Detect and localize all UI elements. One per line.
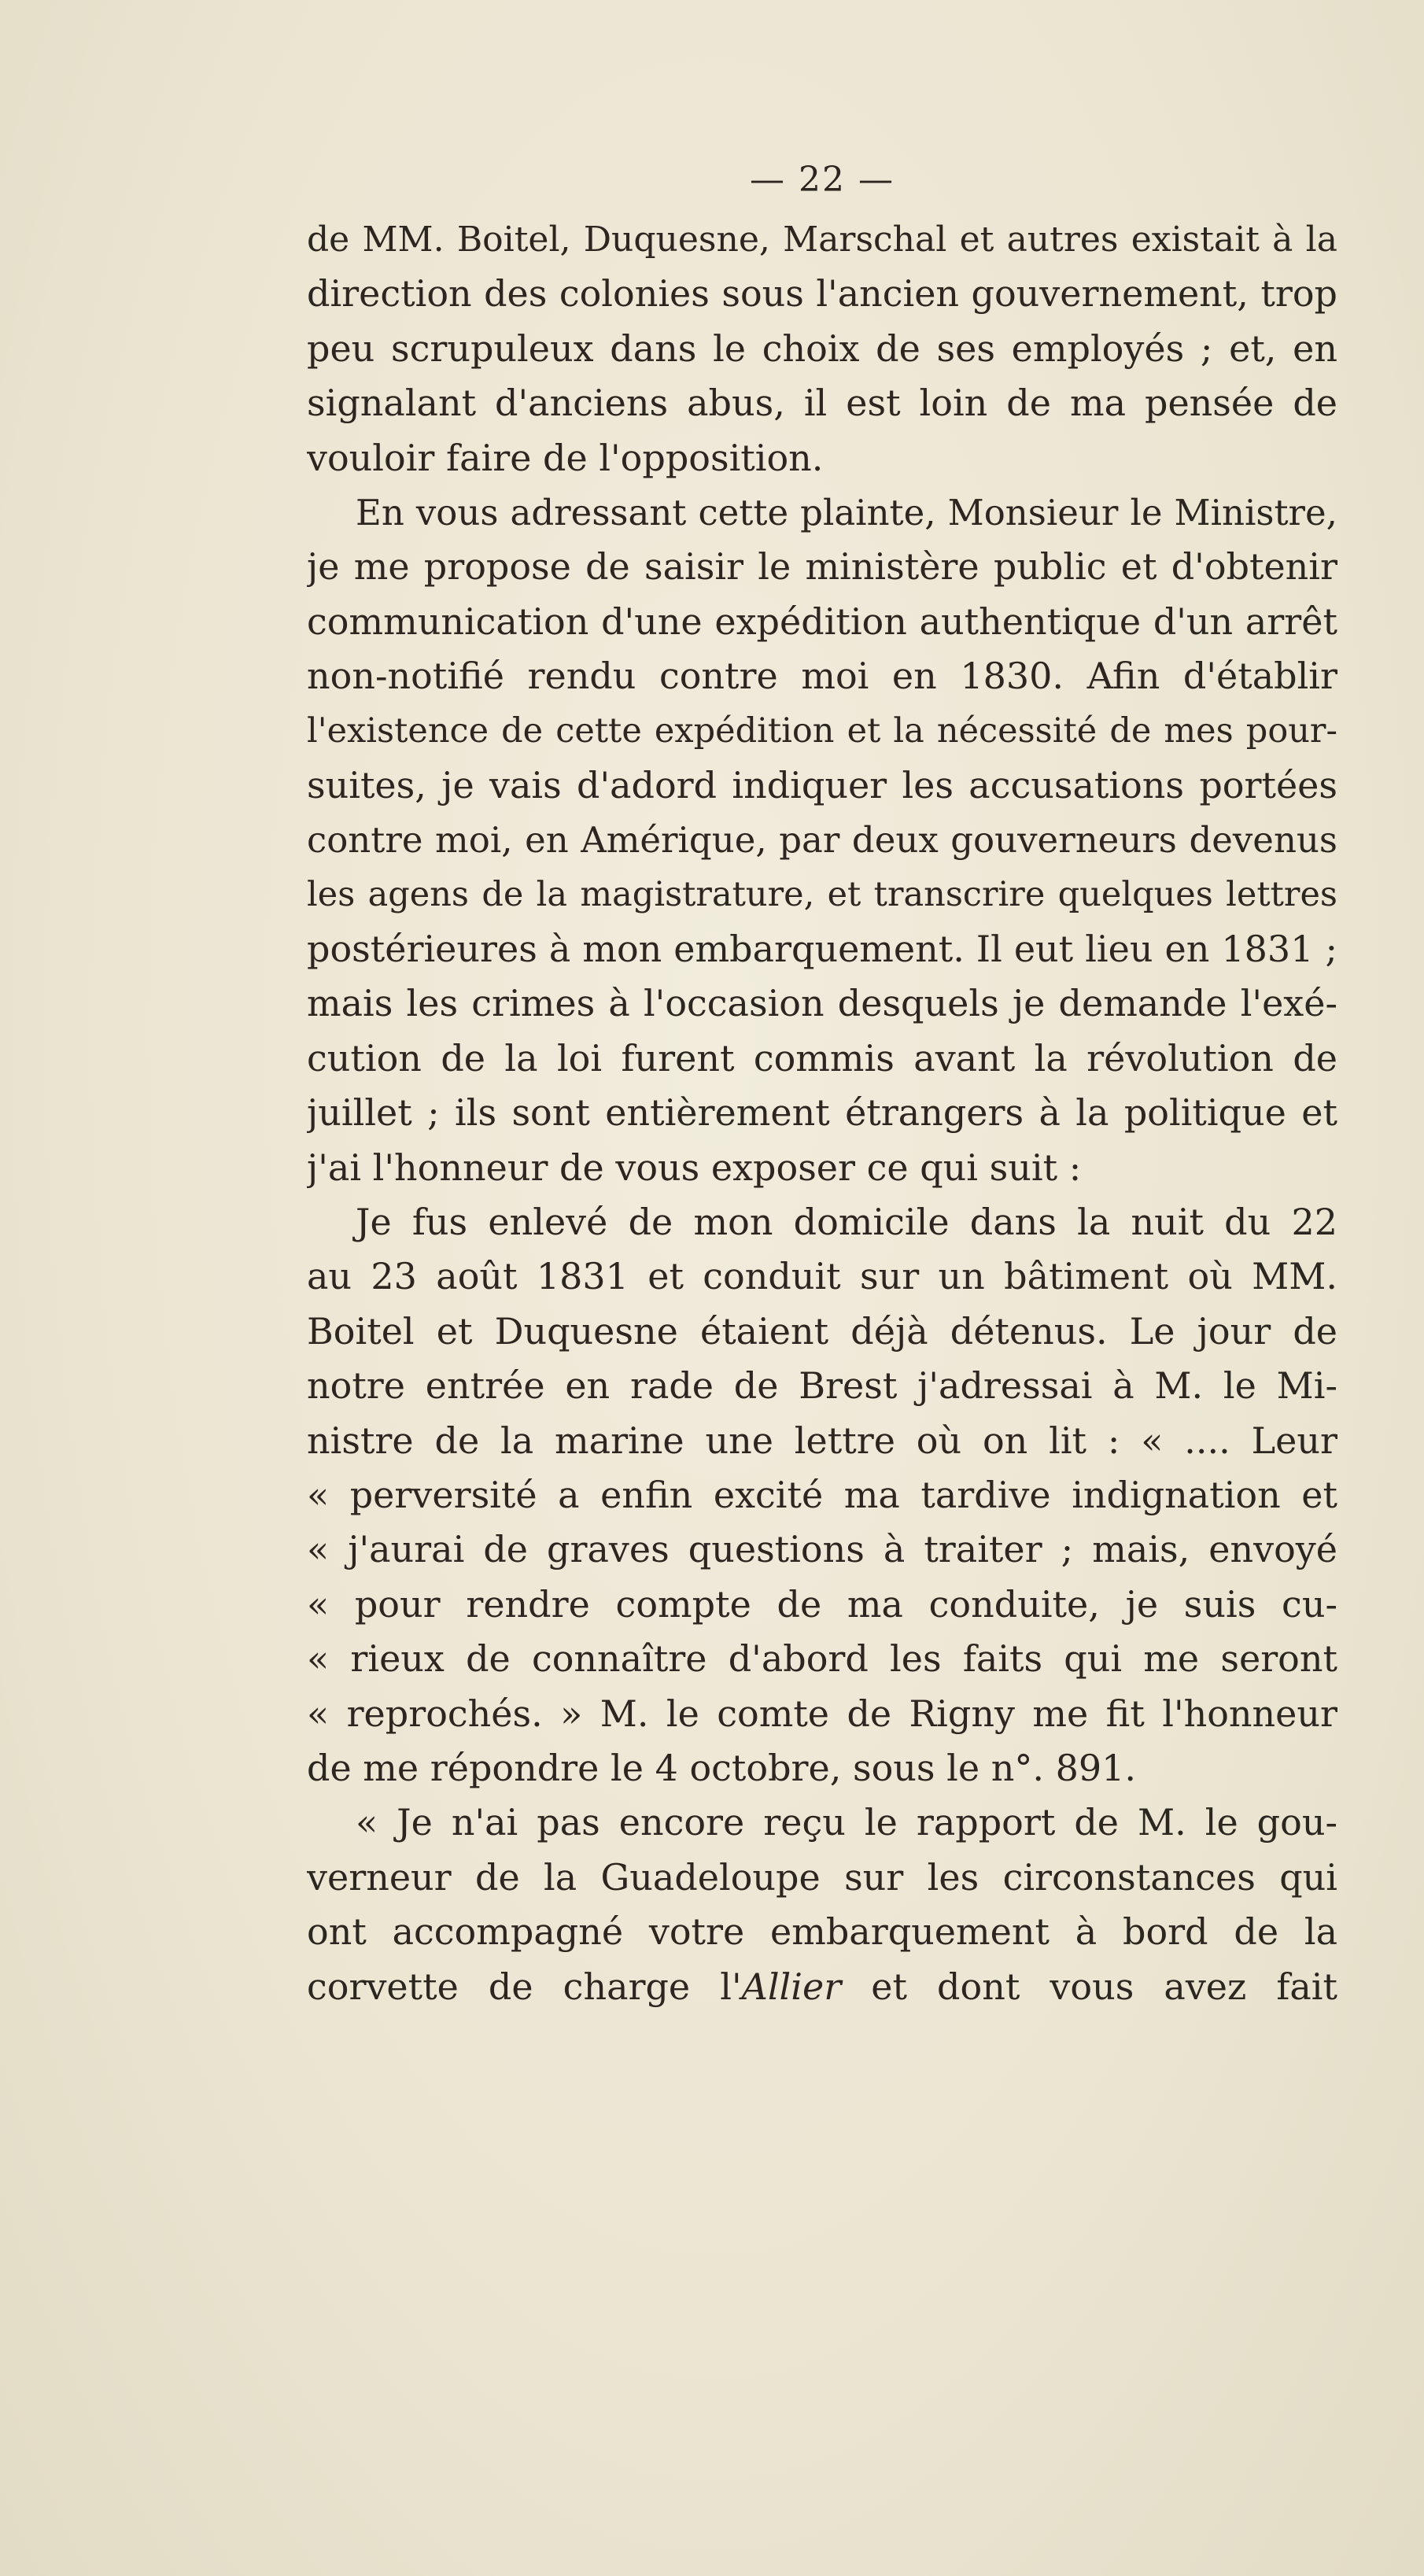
text-line: direction des colonies sous l'ancien gouvernement, trop xyxy=(307,272,1337,316)
text-line: de me répondre le 4 octobre, sous le n°. 891. xyxy=(307,1746,1137,1789)
text-line: vouloir faire de l'opposition. xyxy=(307,436,824,479)
text-line: « pour rendre compte de ma conduite, je suis cu- xyxy=(307,1582,1337,1626)
text-line: non-notifié rendu contre moi en 1830. Afin d'établir xyxy=(307,655,1337,698)
text-line: au 23 août 1831 et conduit sur un bâtiment où MM. xyxy=(307,1255,1337,1298)
text-line: postérieures à mon embarquement. Il eut lieu en 1831 ; xyxy=(307,928,1337,971)
text-line: j'ai l'honneur de vous exposer ce qui suit : xyxy=(307,1146,1082,1189)
text-line: peu scrupuleux dans le choix de ses employés ; et, en xyxy=(307,327,1337,370)
text-line: « j'aurai de graves questions à traiter ; mais, envoyé xyxy=(307,1528,1337,1571)
text-line: verneur de la Guadeloupe sur les circonstances qui xyxy=(307,1855,1337,1899)
text-line: de MM. Boitel, Duquesne, Marschal et autres existait à la xyxy=(307,220,1337,260)
text-line: ont accompagné votre embarquement à bord de la xyxy=(307,1910,1337,1954)
text-line: En vous adressant cette plainte, Monsieur le Ministre, xyxy=(356,491,1337,533)
text-line: Boitel et Duquesne étaient déjà détenus. Le jour de xyxy=(307,1309,1337,1353)
text-line: notre entrée en rade de Brest j'adressai à M. le Mi- xyxy=(307,1364,1337,1408)
body-text xyxy=(307,212,1337,2014)
text-block xyxy=(307,148,1337,2014)
text-line: suites, je vais d'adord indiquer les accusations portées xyxy=(307,763,1337,806)
text-line: mais les crimes à l'occasion desquels je demande l'exé- xyxy=(307,982,1337,1025)
text-line: « reprochés. » M. le comte de Rigny me fit l'honneur xyxy=(307,1692,1337,1735)
text-line: les agens de la magistrature, et transcrire quelques lettres xyxy=(307,874,1337,914)
text-line: « perversité a enfin excité ma tardive indignation et xyxy=(307,1473,1337,1516)
text-line: communication d'une expédition authentique d'un arrêt xyxy=(307,600,1337,643)
text-line: cution de la loi furent commis avant la révolution de xyxy=(307,1036,1337,1079)
text-line: contre moi, en Amérique, par deux gouverneurs devenus xyxy=(307,819,1337,862)
text-line: Je fus enlevé de mon domicile dans la nuit du 22 xyxy=(356,1201,1337,1244)
text-line: je me propose de saisir le ministère public et d'obtenir xyxy=(307,545,1337,589)
page-number: — 22 — xyxy=(750,160,895,200)
text-line: « Je n'ai pas encore reçu le rapport de M. le gou- xyxy=(356,1801,1337,1844)
text-line: corvette de charge l'Allier et dont vous avez fait xyxy=(307,1965,1337,2008)
text-line: juillet ; ils sont entièrement étrangers à la politique et xyxy=(307,1091,1337,1135)
text-line: nistre de la marine une lettre où on lit : « .... Leur xyxy=(307,1419,1337,1462)
text-line: l'existence de cette expédition et la nécessité de mes pour- xyxy=(307,710,1337,751)
text-line: « rieux de connaître d'abord les faits qui me seront xyxy=(307,1637,1337,1681)
text-line: signalant d'anciens abus, il est loin de ma pensée de xyxy=(307,382,1337,425)
